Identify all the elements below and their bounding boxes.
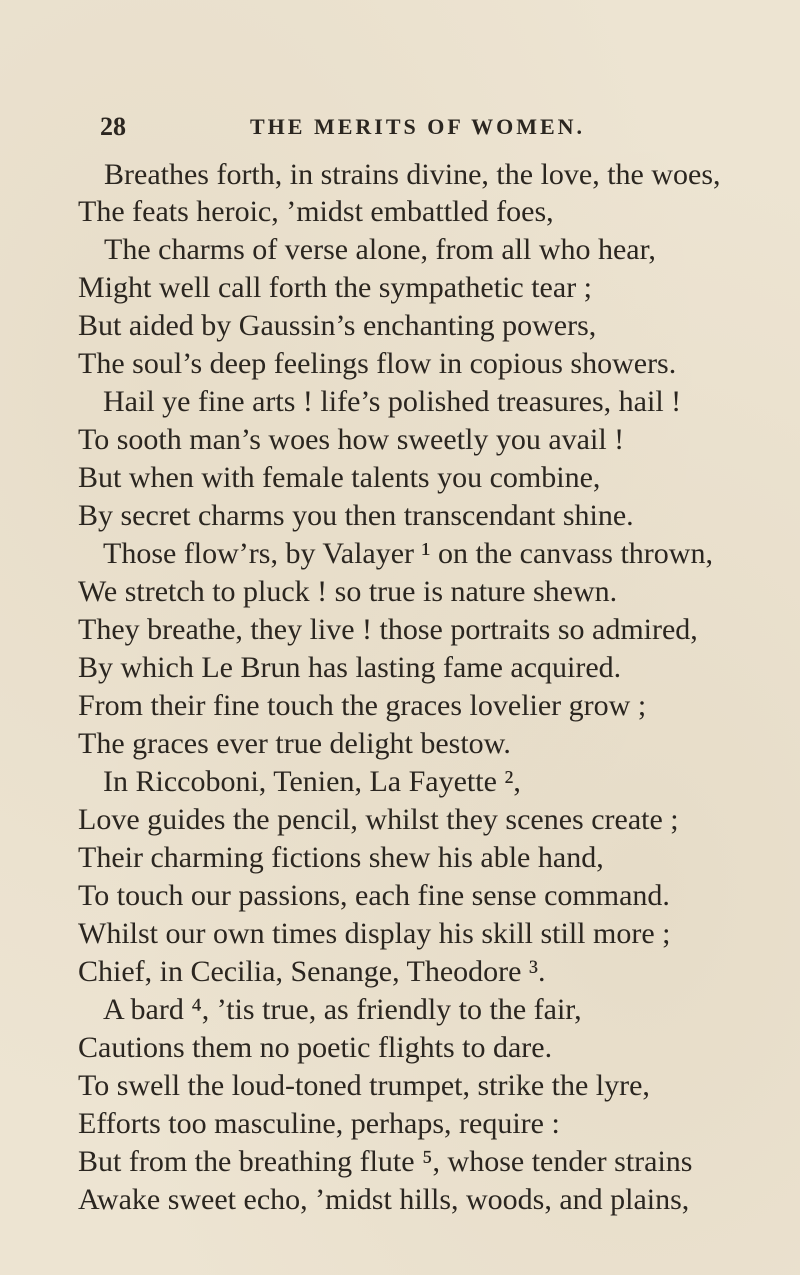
running-title: THE MERITS OF WOMEN. (250, 114, 586, 139)
poem-line: By secret charms you then transcendant shine. (78, 499, 634, 532)
poem-line: By which Le Brun has lasting fame acquired. (78, 651, 622, 684)
poem-line: Love guides the pencil, whilst they scenes create ; (78, 803, 679, 836)
poem-line: Chief, in Cecilia, Senange, Theodore ³. (78, 955, 546, 988)
poem-line: But aided by Gaussin’s enchanting powers, (78, 309, 597, 342)
poem-line: From their fine touch the graces lovelier grow ; (78, 689, 647, 722)
page-number: 28 (100, 112, 126, 141)
poem-line: The charms of verse alone, from all who hear, (104, 233, 656, 266)
poem-line: But from the breathing flute ⁵, whose tender strains (78, 1145, 693, 1178)
poem-line: Those flow’rs, by Valayer ¹ on the canvass thrown, (103, 537, 713, 570)
poem-line: We stretch to pluck ! so true is nature shewn. (78, 575, 618, 608)
poem-line: Hail ye fine arts ! life’s polished treasures, hail ! (103, 385, 682, 418)
poem-line: But when with female talents you combine, (78, 461, 601, 494)
poem-line: Their charming fictions shew his able hand, (78, 841, 604, 874)
poem-line: A bard ⁴, ’tis true, as friendly to the fair, (103, 993, 582, 1026)
poem-line: The soul’s deep feelings flow in copious showers. (78, 347, 677, 380)
poem-line: The feats heroic, ’midst embattled foes, (78, 195, 554, 228)
poem-line: To sooth man’s woes how sweetly you avail ! (78, 423, 625, 456)
poem-line: To swell the loud-toned trumpet, strike the lyre, (78, 1069, 650, 1102)
poem-line: In Riccoboni, Tenien, La Fayette ², (103, 765, 521, 798)
poem-line: To touch our passions, each fine sense command. (78, 879, 670, 912)
poem-line: Breathes forth, in strains divine, the love, the woes, (104, 158, 721, 191)
poem-line: The graces ever true delight bestow. (78, 727, 511, 760)
page-header (100, 112, 740, 142)
poem-line: Efforts too masculine, perhaps, require : (78, 1107, 560, 1140)
poem-line: Cautions them no poetic flights to dare. (78, 1031, 553, 1064)
poem-line: They breathe, they live ! those portraits so admired, (78, 613, 698, 646)
poem-line: Awake sweet echo, ’midst hills, woods, and plains, (78, 1183, 690, 1216)
poem-line: Whilst our own times display his skill still more ; (78, 917, 671, 950)
poem-line: Might well call forth the sympathetic tear ; (78, 271, 593, 304)
